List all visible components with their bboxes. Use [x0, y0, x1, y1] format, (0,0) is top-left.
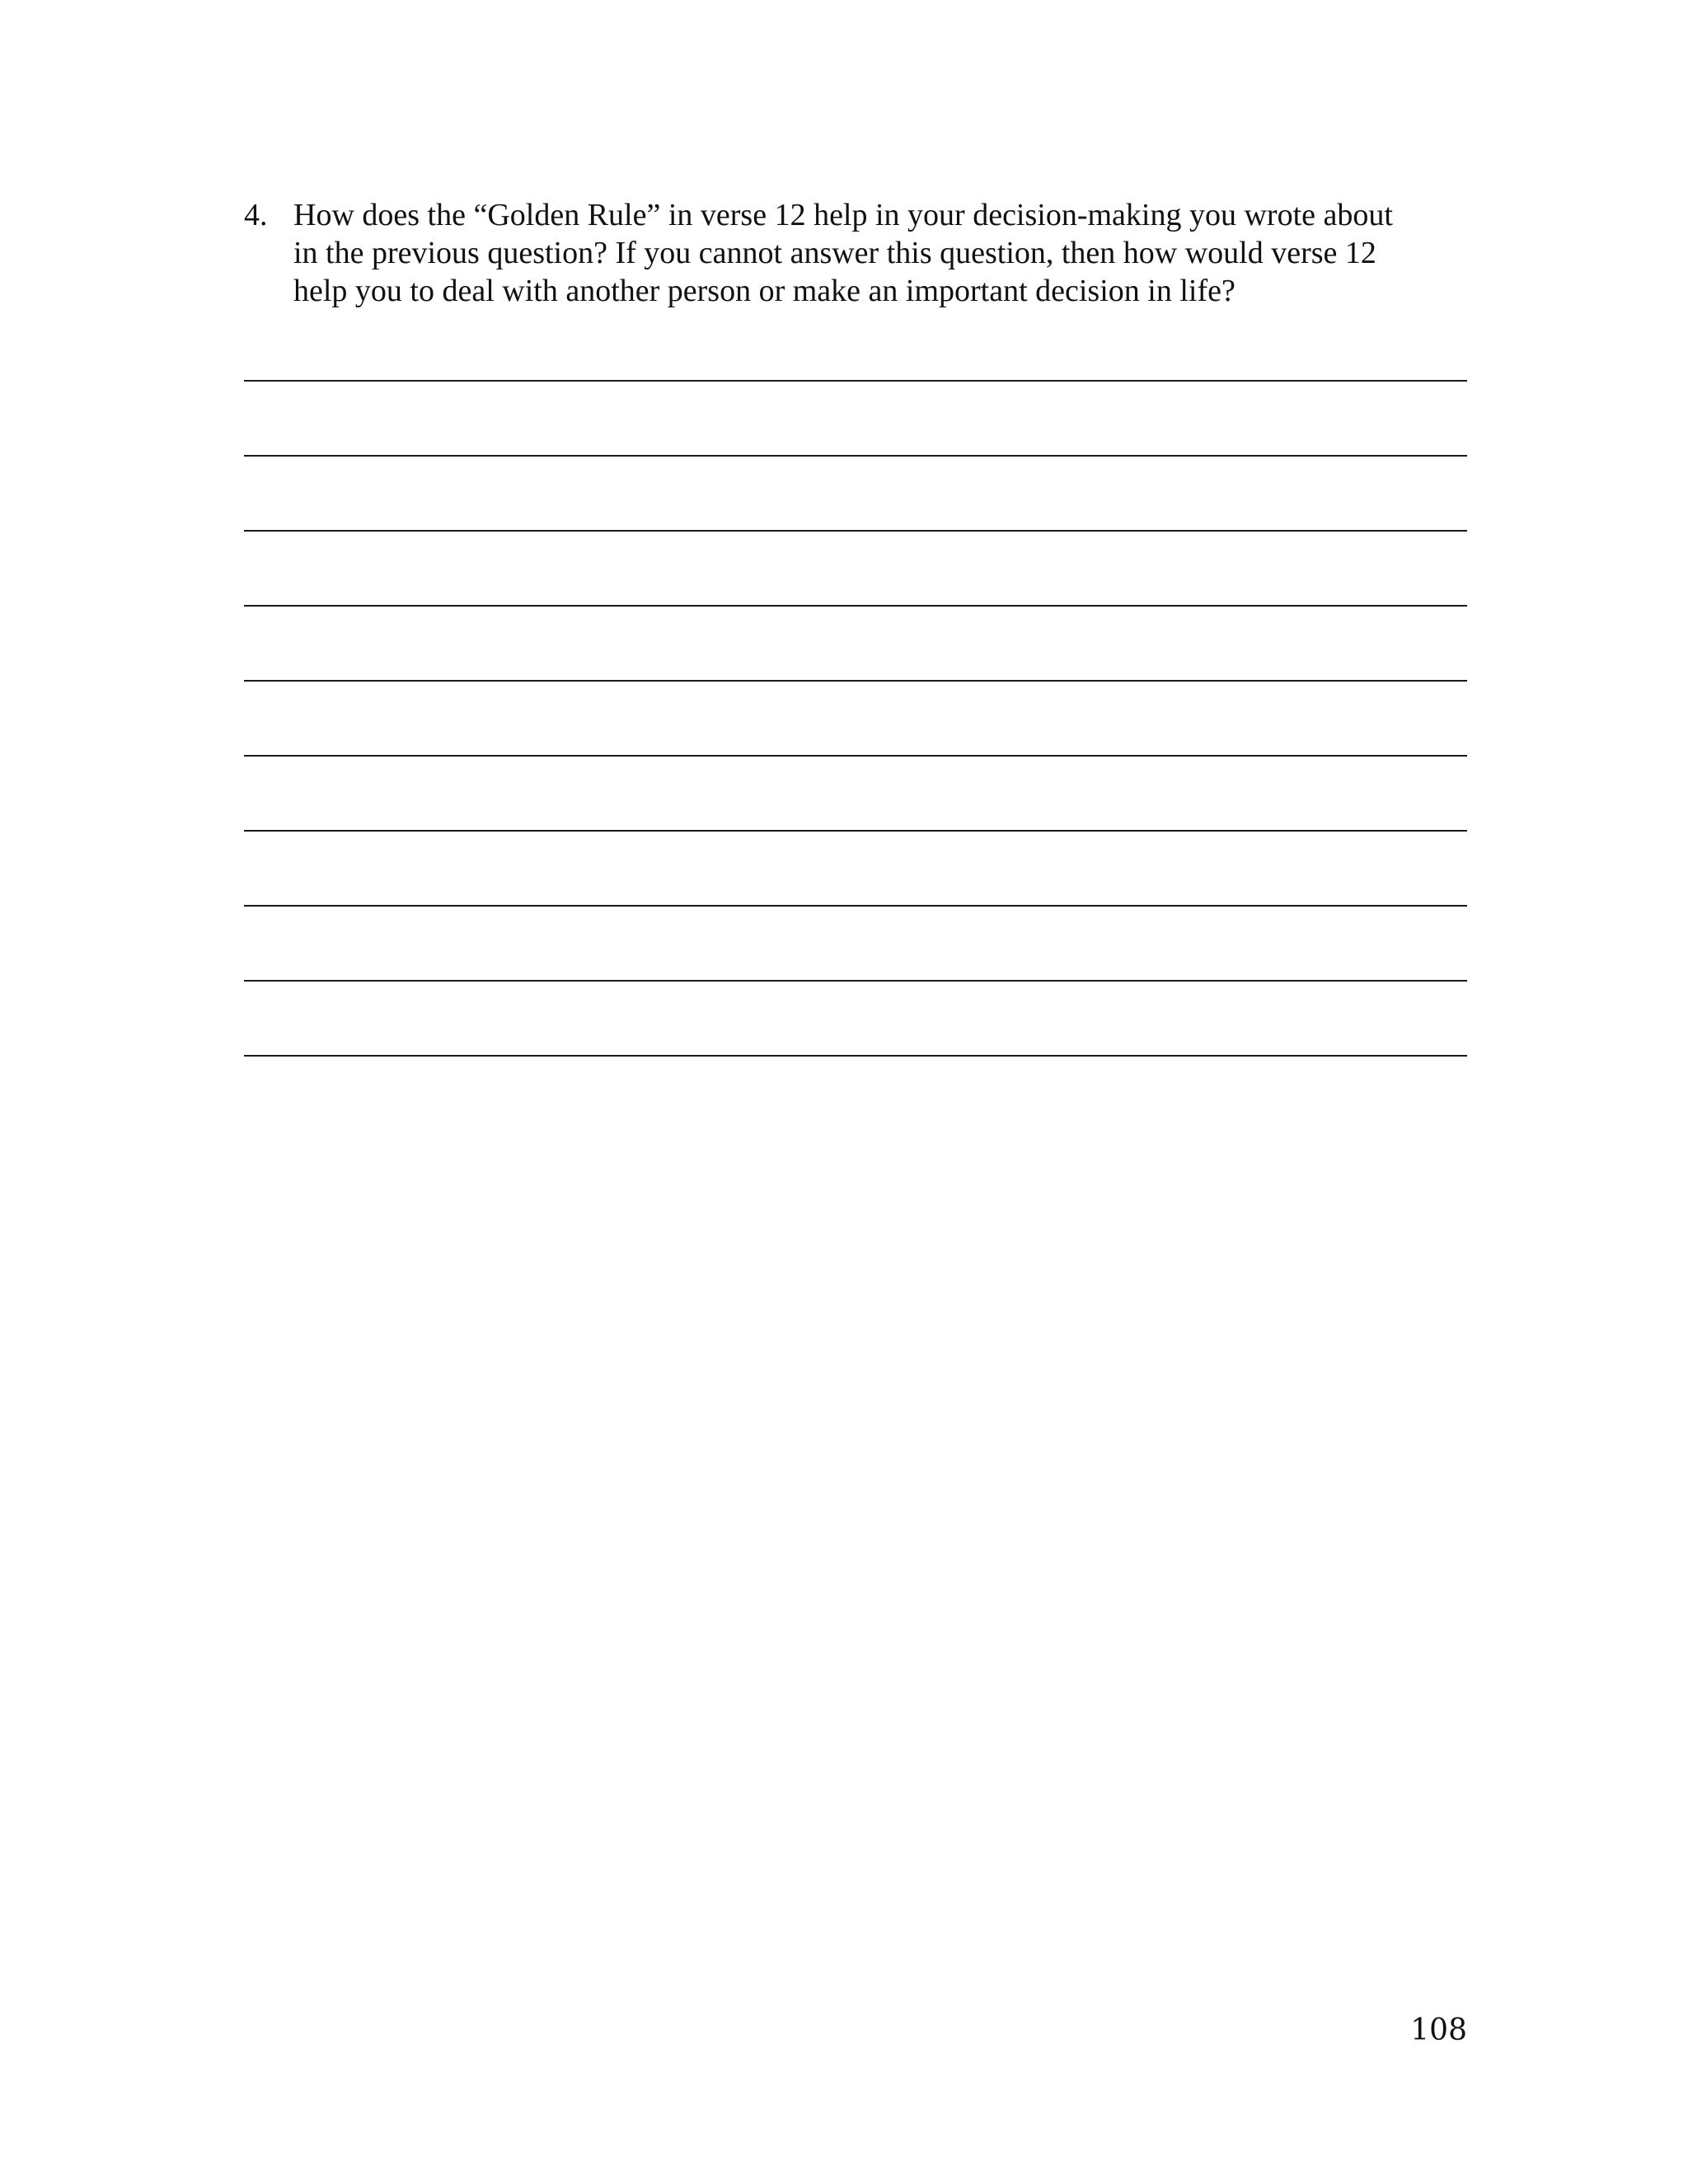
answer-line-10[interactable]: [244, 1055, 1467, 1057]
answer-line-2[interactable]: [244, 455, 1467, 457]
question-text-line-2: in the previous question? If you cannot answer this question, then how would verse 12: [293, 236, 1376, 270]
question-number: 4.: [244, 198, 268, 232]
answer-line-3[interactable]: [244, 530, 1467, 532]
answer-line-9[interactable]: [244, 980, 1467, 982]
question-text-line-3: help you to deal with another person or make an important decision in life?: [293, 274, 1236, 308]
answer-line-8[interactable]: [244, 905, 1467, 907]
answer-line-4[interactable]: [244, 605, 1467, 607]
answer-line-1[interactable]: [244, 380, 1467, 382]
answer-line-7[interactable]: [244, 830, 1467, 832]
question-text-line-1: How does the “Golden Rule” in verse 12 help in your decision-making you wrote about: [293, 198, 1393, 232]
answer-line-6[interactable]: [244, 755, 1467, 757]
answer-line-5[interactable]: [244, 680, 1467, 682]
answer-lines: [244, 0, 1467, 2184]
page-number: 108: [1410, 2013, 1467, 2047]
